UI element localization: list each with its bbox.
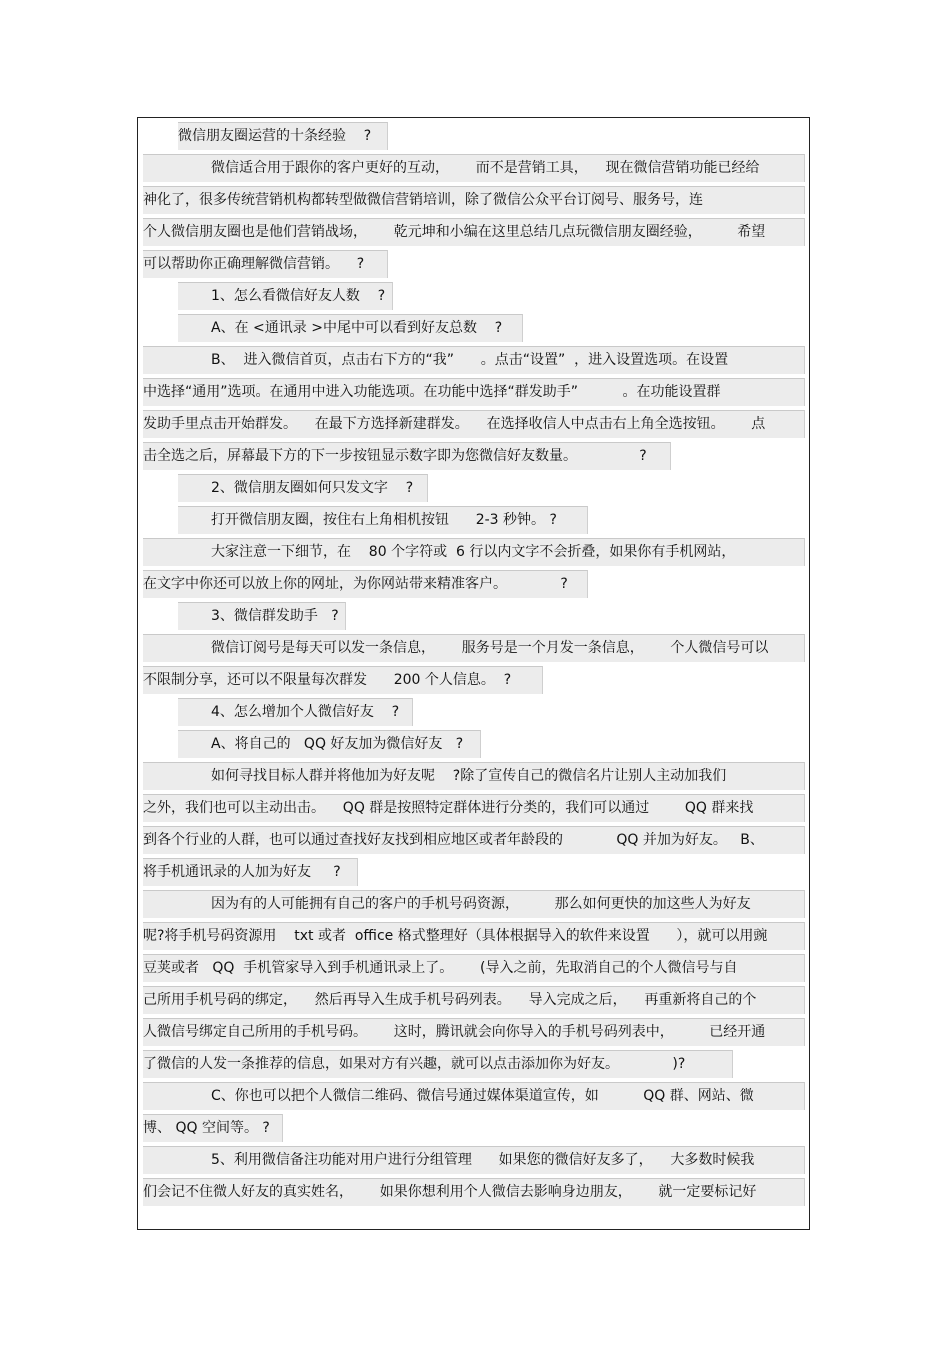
line-text: 神化了，很多传统营销机构都转型做微信营销培训，除了微信公众平台订阅号、服务号，连 [143,192,703,208]
line-text: 人微信号绑定自己所用的手机号码。 这时，腾讯就会向你导入的手机号码列表中， 已经开通 [143,1024,766,1040]
line-text: 5、利用微信备注功能对用户进行分组管理 如果您的微信好友多了， 大多数时候我 [211,1152,755,1168]
line-text: 微信订阅号是每天可以发一条信息， 服务号是一个月发一条信息， 个人微信号可以 [211,640,769,656]
line-text: 击全选之后，屏幕最下方的下一步按钮显示数字即为您微信好友数量。 ? [143,448,647,464]
text-line [143,378,805,406]
line-text: 因为有的人可能拥有自己的客户的手机号码资源， 那么如何更快的加这些人为好友 [211,896,751,912]
line-text: 2、微信朋友圈如何只发文字 ? [211,480,414,496]
line-text: 们会记不住微人好友的真实姓名， 如果你想利用个人微信去影响身边朋友， 就一定要标记好 [143,1184,757,1200]
line-text: 1、怎么看微信好友人数 ? [211,288,386,304]
text-line [143,922,805,950]
line-text: 了微信的人发一条推荐的信息，如果对方有兴趣，就可以点击添加你为好友。 )? [143,1056,686,1072]
text-line [178,282,393,310]
text-line [143,218,805,246]
text-line [178,474,428,502]
text-line [143,890,805,918]
text-line [143,794,805,822]
text-line [178,602,346,630]
line-text: C、你也可以把个人微信二维码、微信号通过媒体渠道宣传，如 QQ 群、网站、微 [211,1088,754,1104]
line-text: 己所用手机号码的绑定， 然后再导入生成手机号码列表。 导入完成之后， 再重新将自己的个 [143,992,757,1008]
line-text: 个人微信朋友圈也是他们营销战场， 乾元坤和小编在这里总结几点玩微信朋友圈经验， 希望 [143,224,766,240]
line-text: 微信适合用于跟你的客户更好的互动， 而不是营销工具， 现在微信营销功能已经给 [211,160,760,176]
text-line [178,314,523,342]
line-text: 将手机通讯录的人加为好友 ? [143,864,341,880]
text-line [143,442,671,470]
line-text: 可以帮助你正确理解微信营销。 ? [143,256,365,272]
line-text: 大家注意一下细节，在 80 个字符或 6 行以内文字不会折叠，如果你有手机网站， [211,544,736,560]
line-text: 发助手里点击开始群发。 在最下方选择新建群发。 在选择收信人中点击右上角全选按钮。 点 [143,416,766,432]
text-line [143,762,805,790]
line-text: 不限制分享，还可以不限量每次群发 200 个人信息。 ? [143,672,512,688]
text-line [143,954,805,982]
text-line [143,1082,805,1110]
line-text: A、在 <通讯录 >中尾中可以看到好友总数 ? [211,320,503,336]
text-line [143,986,805,1014]
text-line [143,186,805,214]
line-text: 打开微信朋友圈，按住右上角相机按钮 2-3 秒钟。 ? [211,512,557,528]
line-text: 到各个行业的人群，也可以通过查找好友找到相应地区或者年龄段的 QQ 并加为好友。 B、 [143,832,764,848]
line-text: 在文字中你还可以放上你的网址，为你网站带来精准客户。 ? [143,576,568,592]
text-line [143,1146,805,1174]
text-line [143,410,805,438]
text-line [143,154,805,182]
text-line [178,506,588,534]
line-text: 呢?将手机号码资源用 txt 或者 office 格式整理好（具体根据导入的软件来设置 ），就可以用豌 [143,928,768,944]
line-text: 博、 QQ 空间等。 ? [143,1120,270,1136]
text-line [143,858,358,886]
text-line [143,1018,805,1046]
line-text: 如何寻找目标人群并将他加为好友呢 ?除了宣传自己的微信名片让别人主动加我们 [211,768,727,784]
line-text: 4、怎么增加个人微信好友 ? [211,704,400,720]
text-line [143,1114,283,1142]
line-text: A、将自己的 QQ 好友加为微信好友 ? [211,736,464,752]
text-line [143,346,805,374]
text-line [143,634,805,662]
text-line [143,538,805,566]
text-line [143,666,543,694]
text-line [143,826,805,854]
line-text: 中选择“通用”选项。在通用中进入功能选项。在功能中选择“群发助手” 。在功能设置群 [143,384,721,400]
line-text: B、 进入微信首页，点击右下方的“我” 。点击“设置” ，进入设置选项。在设置 [211,352,729,368]
text-line [178,730,481,758]
text-line [143,1178,805,1206]
line-text: 3、微信群发助手 ? [211,608,339,624]
text-line [143,1050,733,1078]
text-line [143,250,388,278]
line-text: 之外，我们也可以主动出击。 QQ 群是按照特定群体进行分类的，我们可以通过 QQ 群来找 [143,800,754,816]
text-line [143,570,588,598]
line-text: 微信朋友圈运营的十条经验 ? [178,128,372,144]
text-line [178,698,413,726]
line-text: 豆荚或者 QQ 手机管家导入到手机通讯录上了。 (导入之前，先取消自己的个人微信号与自 [143,960,738,976]
document-title [178,122,388,150]
